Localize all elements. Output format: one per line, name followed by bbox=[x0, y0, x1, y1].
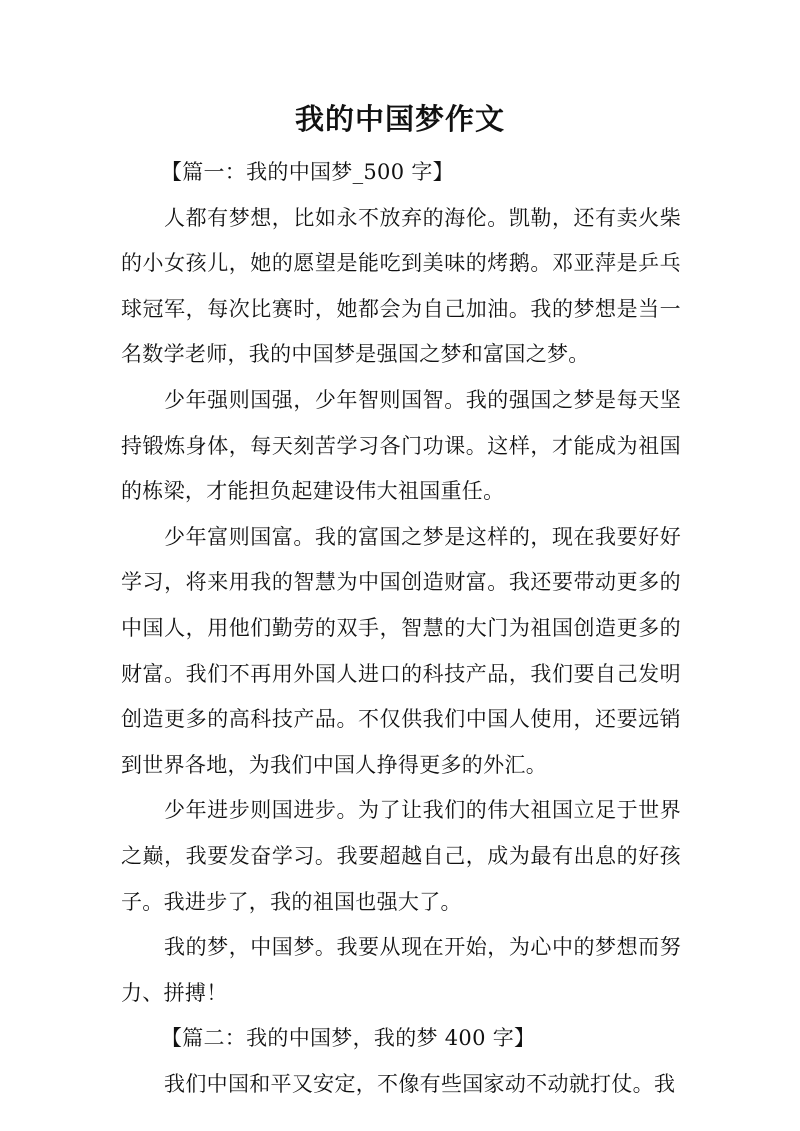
document-body bbox=[121, 150, 681, 1107]
paragraph: 人都有梦想，比如永不放弃的海伦。凯勒，还有卖火柴的小女孩儿，她的愿望是能吃到美味的烤鹅。邓亚萍是乒乓球冠军，每次比赛时，她都会为自己加油。我的梦想是当一名数学老师，我的中国梦是强国之梦和富国之梦。 bbox=[121, 205, 681, 367]
paragraph: 少年进步则国进步。为了让我们的伟大祖国立足于世界之巅，我要发奋学习。我要超越自己，成为最有出息的好孩子。我进步了，我的祖国也强大了。 bbox=[121, 798, 681, 914]
section-heading: 【篇二：我的中国梦，我的梦 400 字】 bbox=[160, 1026, 536, 1051]
paragraph: 我们中国和平又安定，不像有些国家动不动就打仗。我 bbox=[164, 1071, 676, 1096]
paragraph: 少年强则国强，少年智则国智。我的强国之梦是每天坚持锻炼身体，每天刻苦学习各门功课。这样，才能成为祖国的栋梁，才能担负起建设伟大祖国重任。 bbox=[121, 387, 681, 504]
paragraph: 我的梦，中国梦。我要从现在开始，为心中的梦想而努力、拼搏！ bbox=[121, 935, 681, 1005]
section-heading: 【篇一：我的中国梦_500 字】 bbox=[160, 160, 454, 184]
paragraph: 少年富则国富。我的富国之梦是这样的，现在我要好好学习，将来用我的智慧为中国创造财富。我还要带动更多的中国人，用他们勤劳的双手，智慧的大门为祖国创造更多的财富。我们不再用外国人进口的科技产品，我们要自己发明创造更多的高科技产品。不仅供我们中国人使用，还要远销到世界各地，为我们中国人挣得更多的外汇。 bbox=[121, 524, 681, 777]
document-title: 我的中国梦作文 bbox=[294, 102, 505, 136]
